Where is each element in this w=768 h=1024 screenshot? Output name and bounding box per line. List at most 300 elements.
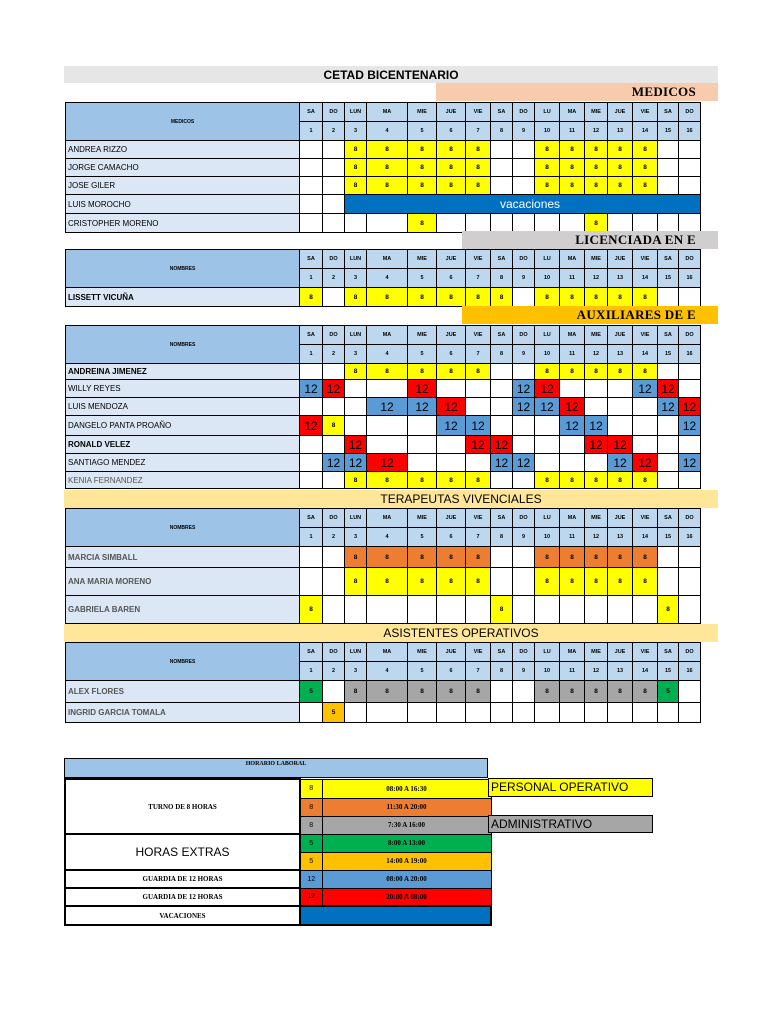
employee-name: LUIS MOROCHO bbox=[66, 195, 300, 214]
day-abbr: JUE bbox=[437, 250, 466, 269]
legend-time: 14:00 A 19:00 bbox=[322, 852, 491, 870]
table-row bbox=[66, 436, 701, 454]
shift-cell: 12 bbox=[437, 398, 466, 416]
shift-cell: 12 bbox=[323, 454, 345, 472]
shift-cell: 8 bbox=[608, 681, 633, 703]
day-abbr: LU bbox=[535, 643, 560, 662]
day-number: 9 bbox=[513, 528, 535, 547]
day-abbr: DO bbox=[323, 643, 345, 662]
day-abbr: DO bbox=[323, 509, 345, 528]
day-abbr: MIE bbox=[408, 509, 437, 528]
shift-cell: 8 bbox=[367, 547, 408, 568]
employee-name: CRISTOPHER MORENO bbox=[66, 214, 300, 233]
day-number: 16 bbox=[679, 528, 701, 547]
shift-cell: 12 bbox=[367, 454, 408, 472]
shift-cell bbox=[658, 159, 679, 177]
shift-cell bbox=[513, 436, 535, 454]
shift-cell: 8 bbox=[633, 547, 658, 568]
day-number: 14 bbox=[633, 662, 658, 681]
shift-cell: 8 bbox=[408, 681, 437, 703]
shift-cell: 8 bbox=[437, 472, 466, 489]
day-number: 8 bbox=[491, 345, 513, 364]
shift-cell bbox=[300, 159, 323, 177]
shift-cell: 12 bbox=[491, 454, 513, 472]
day-number: 1 bbox=[300, 269, 323, 288]
shift-cell bbox=[513, 159, 535, 177]
shift-cell: 8 bbox=[466, 547, 491, 568]
day-abbr: JUE bbox=[437, 103, 466, 122]
shift-cell: 8 bbox=[585, 364, 608, 380]
shift-cell: 8 bbox=[466, 364, 491, 380]
shift-cell: 8 bbox=[345, 288, 367, 307]
shift-cell: 8 bbox=[367, 159, 408, 177]
day-number: 1 bbox=[300, 345, 323, 364]
shift-cell bbox=[323, 364, 345, 380]
day-abbr: LU bbox=[535, 250, 560, 269]
shift-cell bbox=[585, 703, 608, 723]
day-number: 6 bbox=[437, 345, 466, 364]
shift-cell bbox=[535, 596, 560, 624]
shift-cell: 8 bbox=[345, 472, 367, 489]
shift-cell: 8 bbox=[658, 596, 679, 624]
day-abbr: MA bbox=[560, 509, 585, 528]
shift-cell bbox=[300, 364, 323, 380]
shift-cell: 8 bbox=[535, 141, 560, 159]
shift-cell: 8 bbox=[408, 568, 437, 596]
day-abbr: JUE bbox=[608, 326, 633, 345]
shift-cell: 8 bbox=[608, 177, 633, 195]
day-abbr: LUN bbox=[345, 326, 367, 345]
shift-cell: 8 bbox=[633, 288, 658, 307]
day-abbr: DO bbox=[679, 103, 701, 122]
shift-cell: 8 bbox=[466, 681, 491, 703]
shift-cell bbox=[300, 177, 323, 195]
shift-cell bbox=[560, 380, 585, 398]
shift-cell bbox=[679, 288, 701, 307]
shift-cell bbox=[437, 454, 466, 472]
day-abbr: VIE bbox=[633, 509, 658, 528]
shift-cell bbox=[323, 159, 345, 177]
section-label-medicos: MEDICOS bbox=[631, 84, 696, 99]
shift-cell bbox=[408, 436, 437, 454]
employee-name: JORGE CAMACHO bbox=[66, 159, 300, 177]
shift-cell: 8 bbox=[466, 177, 491, 195]
shift-cell bbox=[679, 596, 701, 624]
day-abbr: LUN bbox=[345, 509, 367, 528]
shift-cell: 8 bbox=[437, 177, 466, 195]
shift-cell bbox=[345, 703, 367, 723]
shift-cell bbox=[491, 703, 513, 723]
shift-cell bbox=[367, 436, 408, 454]
day-abbr: SA bbox=[658, 509, 679, 528]
table-header-label: NOMBRES bbox=[66, 326, 300, 364]
table-row bbox=[66, 195, 701, 214]
day-abbr: DO bbox=[513, 103, 535, 122]
day-number: 4 bbox=[367, 345, 408, 364]
day-abbr: JUE bbox=[608, 103, 633, 122]
legend-horas-extras: HORAS EXTRAS bbox=[65, 834, 300, 870]
shift-cell: 12 bbox=[585, 416, 608, 436]
day-abbr: MA bbox=[560, 643, 585, 662]
day-number: 15 bbox=[658, 662, 679, 681]
shift-cell bbox=[513, 141, 535, 159]
shift-cell bbox=[408, 454, 437, 472]
shift-cell bbox=[513, 596, 535, 624]
shift-cell bbox=[300, 398, 323, 416]
table-row bbox=[66, 472, 701, 489]
day-abbr: VIE bbox=[466, 509, 491, 528]
day-abbr: SA bbox=[491, 250, 513, 269]
table-row bbox=[66, 703, 701, 723]
day-number: 3 bbox=[345, 662, 367, 681]
shift-cell bbox=[491, 472, 513, 489]
section-label-auxiliares-band bbox=[462, 306, 718, 324]
day-abbr: MA bbox=[367, 509, 408, 528]
shift-cell bbox=[560, 703, 585, 723]
day-abbr: VIE bbox=[466, 250, 491, 269]
shift-cell: 8 bbox=[345, 568, 367, 596]
shift-cell bbox=[491, 398, 513, 416]
shift-cell bbox=[679, 177, 701, 195]
shift-cell bbox=[560, 214, 585, 233]
shift-cell bbox=[608, 596, 633, 624]
shift-cell bbox=[323, 681, 345, 703]
table-row bbox=[66, 214, 701, 233]
shift-cell: 8 bbox=[367, 472, 408, 489]
day-abbr: MIE bbox=[408, 103, 437, 122]
table-row bbox=[66, 380, 701, 398]
shift-cell: 8 bbox=[535, 288, 560, 307]
shift-cell: 8 bbox=[608, 288, 633, 307]
shift-cell bbox=[608, 380, 633, 398]
shift-cell: 8 bbox=[633, 177, 658, 195]
shift-cell bbox=[345, 416, 367, 436]
shift-cell bbox=[367, 416, 408, 436]
shift-cell: 12 bbox=[491, 436, 513, 454]
shift-cell bbox=[658, 416, 679, 436]
shift-cell bbox=[513, 568, 535, 596]
legend-code: 12 bbox=[300, 888, 322, 906]
day-number: 2 bbox=[323, 345, 345, 364]
day-abbr: SA bbox=[658, 103, 679, 122]
day-abbr: MIE bbox=[585, 250, 608, 269]
shift-cell bbox=[585, 398, 608, 416]
shift-cell bbox=[560, 596, 585, 624]
shift-cell bbox=[300, 547, 323, 568]
day-abbr: MIE bbox=[408, 326, 437, 345]
employee-name: INGRID GARCIA TOMALA bbox=[66, 703, 300, 723]
shift-cell: 8 bbox=[608, 141, 633, 159]
day-number: 5 bbox=[408, 269, 437, 288]
shift-cell bbox=[323, 288, 345, 307]
employee-name: GABRIELA BAREN bbox=[66, 596, 300, 624]
shift-cell: 5 bbox=[300, 681, 323, 703]
shift-cell bbox=[323, 547, 345, 568]
shift-cell: 8 bbox=[367, 288, 408, 307]
shift-cell: 8 bbox=[585, 472, 608, 489]
legend-code: 8 bbox=[300, 816, 322, 834]
shift-cell bbox=[491, 547, 513, 568]
shift-cell bbox=[658, 288, 679, 307]
employee-name: ANDREINA JIMENEZ bbox=[66, 364, 300, 380]
shift-cell: 12 bbox=[535, 380, 560, 398]
legend-code: 8 bbox=[300, 779, 322, 798]
shift-cell: 8 bbox=[367, 141, 408, 159]
day-number: 8 bbox=[491, 122, 513, 141]
shift-cell bbox=[608, 214, 633, 233]
shift-cell: 8 bbox=[437, 288, 466, 307]
shift-cell bbox=[560, 454, 585, 472]
day-abbr: DO bbox=[513, 250, 535, 269]
shift-cell bbox=[633, 436, 658, 454]
day-number: 7 bbox=[466, 528, 491, 547]
day-abbr: VIE bbox=[466, 103, 491, 122]
day-abbr: MA bbox=[560, 250, 585, 269]
shift-cell: 8 bbox=[585, 141, 608, 159]
shift-cell: 8 bbox=[560, 159, 585, 177]
shift-cell bbox=[466, 380, 491, 398]
day-abbr: MA bbox=[560, 103, 585, 122]
shift-cell: 12 bbox=[367, 398, 408, 416]
legend-time: 7:30 A 16:00 bbox=[322, 816, 491, 834]
day-abbr: JUE bbox=[437, 643, 466, 662]
legend-personal-operativo-label: PERSONAL OPERATIVO bbox=[491, 780, 629, 794]
shift-cell: 8 bbox=[535, 681, 560, 703]
shift-cell bbox=[513, 177, 535, 195]
page-title: CETAD BICENTENARIO bbox=[323, 67, 459, 82]
shift-cell bbox=[491, 177, 513, 195]
table-header-label: NOMBRES bbox=[66, 643, 300, 681]
shift-cell: 8 bbox=[585, 159, 608, 177]
shift-cell: 8 bbox=[345, 681, 367, 703]
shift-cell bbox=[658, 141, 679, 159]
shift-cell: 8 bbox=[608, 568, 633, 596]
day-abbr: LUN bbox=[345, 250, 367, 269]
legend-personal-operativo bbox=[488, 778, 653, 797]
shift-cell: 8 bbox=[323, 416, 345, 436]
day-abbr: SA bbox=[658, 326, 679, 345]
shift-cell: 8 bbox=[491, 596, 513, 624]
day-abbr: LUN bbox=[345, 103, 367, 122]
section-label-auxiliares: AUXILIARES DE E bbox=[576, 307, 696, 322]
shift-cell: 8 bbox=[345, 364, 367, 380]
day-number: 13 bbox=[608, 122, 633, 141]
shift-cell bbox=[679, 141, 701, 159]
table-header-label: NOMBRES bbox=[66, 509, 300, 547]
shift-cell: 8 bbox=[585, 214, 608, 233]
shift-cell bbox=[323, 472, 345, 489]
day-number: 8 bbox=[491, 662, 513, 681]
shift-cell: 12 bbox=[608, 436, 633, 454]
shift-cell bbox=[300, 214, 323, 233]
shift-cell: 8 bbox=[408, 159, 437, 177]
employee-name: KENIA FERNANDEZ bbox=[66, 472, 300, 489]
day-abbr: DO bbox=[513, 326, 535, 345]
day-number: 6 bbox=[437, 662, 466, 681]
day-number: 9 bbox=[513, 345, 535, 364]
day-number: 13 bbox=[608, 345, 633, 364]
shift-cell: 12 bbox=[560, 398, 585, 416]
shift-cell bbox=[300, 703, 323, 723]
shift-cell bbox=[633, 416, 658, 436]
shift-cell bbox=[679, 364, 701, 380]
shift-cell bbox=[300, 454, 323, 472]
section-label-medicos-band bbox=[436, 83, 718, 101]
day-number: 2 bbox=[323, 122, 345, 141]
day-abbr: MIE bbox=[408, 643, 437, 662]
shift-cell bbox=[323, 195, 345, 214]
day-number: 9 bbox=[513, 122, 535, 141]
shift-cell bbox=[513, 703, 535, 723]
shift-cell bbox=[658, 472, 679, 489]
shift-cell: 8 bbox=[437, 681, 466, 703]
day-abbr: DO bbox=[323, 250, 345, 269]
shift-cell: 12 bbox=[513, 454, 535, 472]
shift-cell bbox=[367, 596, 408, 624]
shift-cell bbox=[608, 416, 633, 436]
shift-cell bbox=[491, 141, 513, 159]
schedule-table-licenciada bbox=[65, 249, 701, 307]
day-number: 6 bbox=[437, 122, 466, 141]
day-abbr: VIE bbox=[633, 643, 658, 662]
shift-cell bbox=[658, 454, 679, 472]
shift-cell: 8 bbox=[560, 547, 585, 568]
shift-cell: 8 bbox=[633, 472, 658, 489]
section-label-terapeutas-band bbox=[64, 490, 718, 508]
day-number: 9 bbox=[513, 269, 535, 288]
shift-cell: 12 bbox=[300, 416, 323, 436]
day-number: 16 bbox=[679, 122, 701, 141]
shift-cell bbox=[658, 214, 679, 233]
shift-cell bbox=[491, 380, 513, 398]
day-number: 11 bbox=[560, 269, 585, 288]
day-abbr: LU bbox=[535, 326, 560, 345]
shift-cell: 8 bbox=[408, 214, 437, 233]
day-number: 10 bbox=[535, 345, 560, 364]
shift-cell: 8 bbox=[437, 568, 466, 596]
shift-cell bbox=[679, 159, 701, 177]
shift-cell: 8 bbox=[535, 159, 560, 177]
day-number: 3 bbox=[345, 528, 367, 547]
employee-name: ANA MARIA MORENO bbox=[66, 568, 300, 596]
day-number: 16 bbox=[679, 345, 701, 364]
shift-cell: 8 bbox=[535, 364, 560, 380]
day-abbr: DO bbox=[323, 326, 345, 345]
shift-cell: 8 bbox=[437, 159, 466, 177]
legend-time: 08:00 A 16:30 bbox=[322, 779, 491, 798]
shift-cell: 8 bbox=[408, 177, 437, 195]
shift-cell bbox=[408, 596, 437, 624]
day-number: 13 bbox=[608, 269, 633, 288]
shift-cell: 8 bbox=[437, 141, 466, 159]
day-number: 12 bbox=[585, 662, 608, 681]
shift-cell bbox=[466, 454, 491, 472]
shift-cell bbox=[679, 547, 701, 568]
day-number: 13 bbox=[608, 662, 633, 681]
day-number: 14 bbox=[633, 345, 658, 364]
shift-cell bbox=[608, 703, 633, 723]
shift-cell bbox=[679, 568, 701, 596]
table-row bbox=[66, 547, 701, 568]
day-abbr: DO bbox=[513, 643, 535, 662]
shift-cell: 8 bbox=[437, 547, 466, 568]
shift-cell: 12 bbox=[466, 436, 491, 454]
shift-cell bbox=[658, 364, 679, 380]
legend-code: 5 bbox=[300, 834, 322, 852]
shift-cell bbox=[323, 141, 345, 159]
shift-cell: 8 bbox=[633, 681, 658, 703]
shift-cell bbox=[367, 380, 408, 398]
shift-cell bbox=[585, 380, 608, 398]
day-abbr: SA bbox=[491, 326, 513, 345]
day-number: 16 bbox=[679, 662, 701, 681]
shift-cell bbox=[535, 416, 560, 436]
shift-cell: 8 bbox=[408, 288, 437, 307]
shift-cell bbox=[513, 416, 535, 436]
shift-cell bbox=[491, 416, 513, 436]
shift-cell bbox=[408, 416, 437, 436]
day-abbr: SA bbox=[491, 103, 513, 122]
day-number: 15 bbox=[658, 528, 679, 547]
shift-cell: 12 bbox=[408, 380, 437, 398]
shift-cell bbox=[367, 214, 408, 233]
day-abbr: JUE bbox=[437, 326, 466, 345]
shift-cell bbox=[323, 398, 345, 416]
day-number: 4 bbox=[367, 528, 408, 547]
shift-cell bbox=[658, 547, 679, 568]
table-row bbox=[66, 454, 701, 472]
legend-time: 11:30 A 20:00 bbox=[322, 798, 491, 816]
shift-cell bbox=[658, 177, 679, 195]
shift-cell: 8 bbox=[633, 159, 658, 177]
shift-cell bbox=[608, 398, 633, 416]
day-abbr: SA bbox=[300, 250, 323, 269]
legend-title: HORARIO LABORAL bbox=[245, 761, 307, 767]
day-number: 7 bbox=[466, 662, 491, 681]
legend-code: 5 bbox=[300, 852, 322, 870]
day-number: 5 bbox=[408, 345, 437, 364]
legend-time: 20:00 A 08:00 bbox=[322, 888, 491, 906]
shift-cell: 8 bbox=[466, 472, 491, 489]
day-abbr: DO bbox=[679, 326, 701, 345]
day-abbr: SA bbox=[300, 103, 323, 122]
shift-cell bbox=[323, 436, 345, 454]
shift-cell: 12 bbox=[658, 398, 679, 416]
table-row bbox=[66, 159, 701, 177]
shift-cell: 8 bbox=[300, 596, 323, 624]
day-number: 12 bbox=[585, 269, 608, 288]
shift-cell bbox=[323, 568, 345, 596]
table-row bbox=[66, 288, 701, 307]
shift-cell bbox=[491, 568, 513, 596]
day-number: 7 bbox=[466, 345, 491, 364]
shift-cell bbox=[585, 596, 608, 624]
day-number: 1 bbox=[300, 528, 323, 547]
shift-cell: 8 bbox=[585, 177, 608, 195]
legend-table bbox=[64, 778, 492, 926]
shift-cell bbox=[633, 214, 658, 233]
section-label-terapeutas: TERAPEUTAS VIVENCIALES bbox=[380, 492, 542, 506]
day-number: 11 bbox=[560, 528, 585, 547]
shift-cell: 12 bbox=[560, 416, 585, 436]
day-abbr: LUN bbox=[345, 643, 367, 662]
day-abbr: SA bbox=[300, 509, 323, 528]
section-label-asistentes-band bbox=[64, 624, 718, 642]
shift-cell: 12 bbox=[345, 436, 367, 454]
shift-cell: 8 bbox=[608, 364, 633, 380]
day-abbr: SA bbox=[491, 509, 513, 528]
shift-cell bbox=[491, 159, 513, 177]
